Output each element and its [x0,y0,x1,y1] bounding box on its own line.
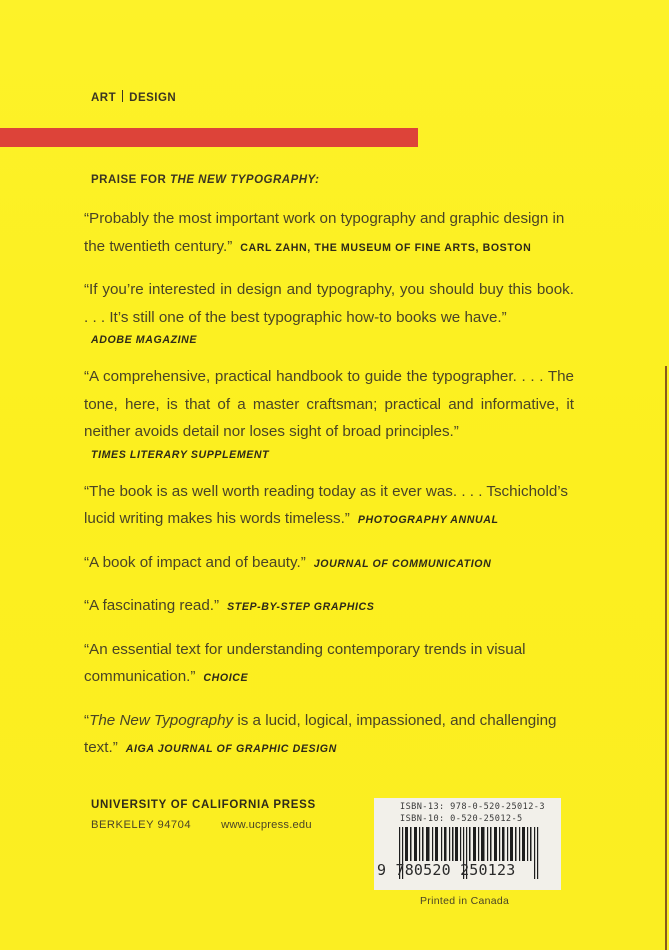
quote-adobe-magazine [84,276,574,349]
quote-source: TIMES LITERARY SUPPLEMENT [91,448,270,461]
quote-source: ADOBE MAGAZINE [91,334,198,346]
publisher-block [91,799,316,831]
quote-book-title: The New Typography [89,711,234,729]
category-separator [122,90,123,102]
quote-journal-of-communication [84,549,574,579]
isbn-barcode [374,798,561,890]
printed-in-label: Printed in Canada [420,895,510,907]
quote-times-literary-supplement [84,363,574,464]
quote-source: JOURNAL OF COMMUNICATION [313,557,492,570]
quote-open-mark: “ [84,711,90,729]
quote-text: “The book is as well worth reading today as it ever was. . . . Tschichold’s lucid writing makes his words timeless.” [84,482,568,527]
quote-text: “Probably the most important work on typography and graphic design in the twentieth century.” [84,210,565,255]
praise-quotes [84,205,574,778]
quote-text: “A book of impact and of beauty.” [84,553,306,571]
quote-source: CARL ZAHN, THE MUSEUM OF FINE ARTS, BOSTON [240,241,532,254]
quote-body: is a lucid, logical, impassioned, and challenging text.” [84,711,557,756]
quote-photography-annual [84,478,574,535]
isbn-13: ISBN-13: 978-0-520-25012-3 [400,802,545,812]
publisher-city: BERKELEY 94704 [91,819,192,831]
red-accent-bar [0,128,418,147]
quote-source: AIGA JOURNAL OF GRAPHIC DESIGN [125,743,337,755]
quote-source: CHOICE [203,672,249,684]
quote-step-by-step-graphics [84,592,574,622]
publisher-url: www.ucpress.edu [221,819,312,831]
isbn-10: ISBN-10: 0-520-25012-5 [400,814,523,824]
quote-choice [84,636,574,693]
quote-text: “If you’re interested in design and typography, you should buy this book. . . . It’s still one of the best typographic how-to books we have.” [84,281,574,326]
category-label [91,90,176,104]
praise-heading-title: THE NEW TYPOGRAPHY: [169,174,320,186]
quote-aiga-journal [84,707,574,764]
publisher-address [91,819,316,831]
category-art: ART [91,92,117,104]
quote-carl-zahn [84,205,574,262]
quote-source: STEP-BY-STEP GRAPHICS [227,601,375,613]
publisher-name: UNIVERSITY OF CALIFORNIA PRESS [91,799,316,811]
barcode-digits: 9 780520 250123 [377,861,516,879]
quote-text: “A fascinating read.” [84,597,220,614]
praise-heading-prefix: PRAISE FOR [91,174,170,186]
praise-heading [91,174,319,186]
category-design: DESIGN [129,92,177,104]
quote-source: PHOTOGRAPHY ANNUAL [357,514,499,526]
quote-text: “An essential text for understanding contemporary trends in visual communication.” [84,640,526,685]
cover-edge-line [665,366,667,950]
quote-text: “A comprehensive, practical handbook to guide the typographer. . . . The tone, here, is that of a master craftsman; practical and informative, it neither avoids detail nor loses sight of broad principles.” [84,368,574,440]
